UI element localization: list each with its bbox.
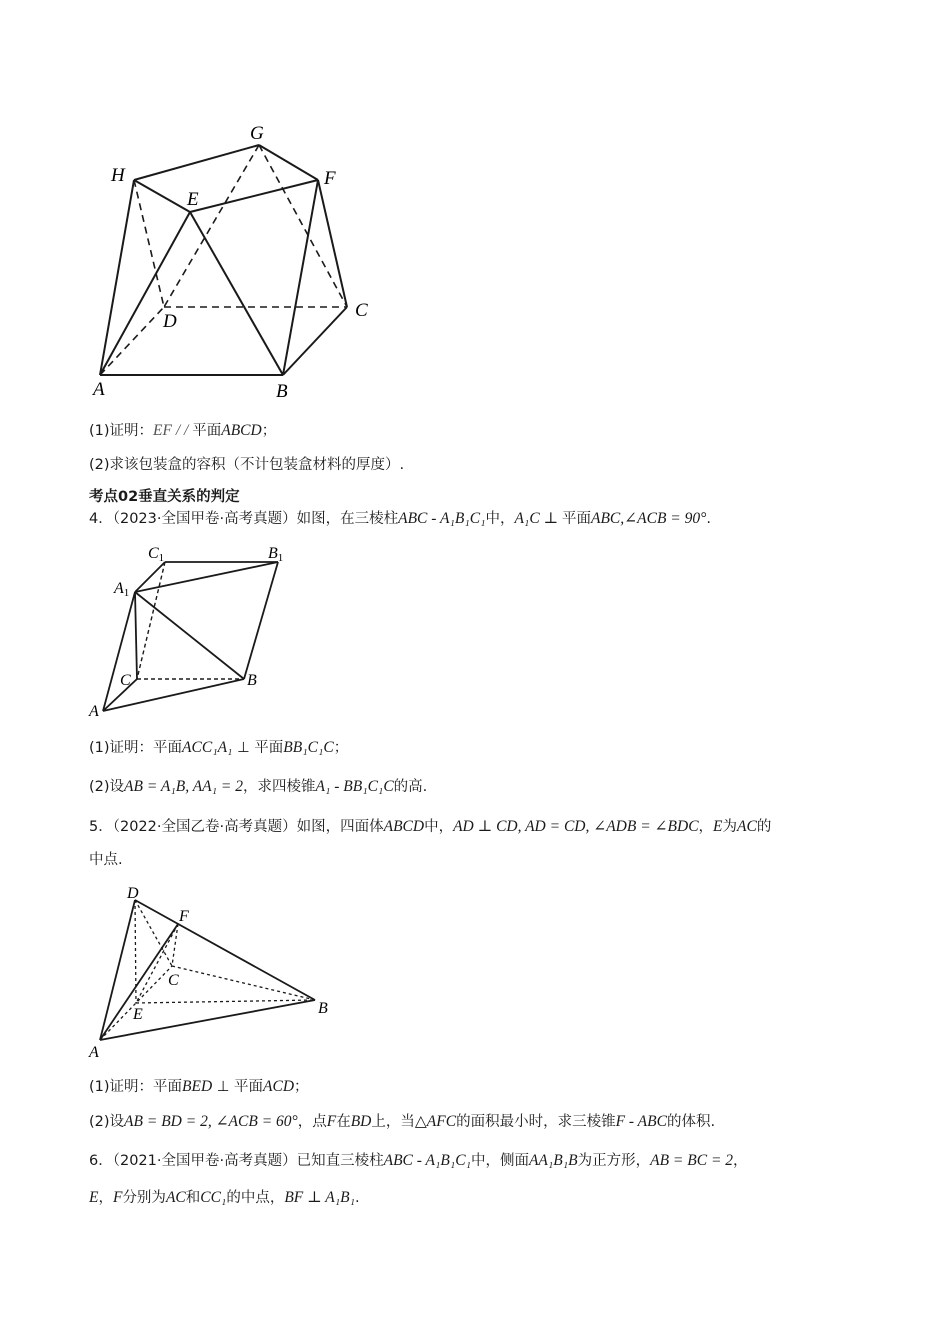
q6-line2-e: E [89,1189,99,1206]
label-A1: A1 [114,580,130,599]
q5-part1-math: BED [182,1078,213,1095]
q4-text-c: 平面 [562,511,591,527]
q5-math-cond: AD ⊥ CD, AD = CD, ∠ADB = ∠BDC [453,818,699,835]
q5-part1-mid: ⊥ 平面 [212,1079,264,1095]
q4-part1-math: ACC₁A₁ [182,739,233,756]
label-B: B [247,672,257,689]
q5-part2-e: 的面积最小时，求三棱锥 [456,1114,616,1130]
q6-number: 6． [89,1153,113,1169]
label-F: F [179,908,189,925]
q4-text-b: 中， [485,511,515,527]
label-A: A [89,1044,99,1061]
section-title: 考点02垂直关系的判定 [89,489,240,505]
q6-text-d: ， [733,1153,748,1169]
q5-part1 [89,1077,309,1097]
q6-stem-line2 [89,1188,360,1208]
q6-math-face: AA₁B₁B [528,1152,578,1169]
q5-math-e: E [713,818,723,835]
q4-text-end: . [706,511,711,527]
q4-part2-suffix: 的高. [393,779,428,795]
q6-line2-a: ， [98,1190,113,1206]
label-C1: C1 [148,545,165,564]
q3-part1-mid: 平面 [192,423,222,439]
q5-text-d: 为 [722,819,738,835]
q6-math-eq: AB = BC = 2 [650,1152,734,1169]
edge-EB [136,1000,315,1003]
q6-line2-cc: CC₁ [200,1189,227,1206]
label-A: A [93,379,105,400]
label-C: C [168,972,179,989]
q4-part1-mid: ⊥ 平面 [232,740,284,756]
q4-text-a: 如图，在三棱柱 [296,511,399,527]
q3-part2: (2)求该包装盒的容积（不计包装盒材料的厚度）. [89,457,405,473]
q5-part2-pyr: F - ABC [615,1113,667,1130]
q6-text-b: 中，侧面 [470,1153,529,1169]
q4-part2-math: AB = A₁B, AA₁ = 2 [124,778,243,795]
q6-line2-f: F [112,1189,123,1206]
q5-part2-f: F [326,1113,337,1130]
q6-line2-d: 的中点， [226,1190,285,1206]
q5-source: （2022·全国乙卷·高考真题） [112,819,297,835]
q6-text-c: 为正方形， [577,1153,651,1169]
q5-part2-bd: BD [350,1113,372,1130]
label-E: E [187,189,199,210]
label-C: C [120,672,131,689]
q5-part2-math: AB = BD = 2, ∠ACB = 60° [124,1113,298,1130]
label-G: G [250,123,264,144]
edge-FE [136,924,178,1003]
q6-line2-c: 和 [185,1190,201,1206]
label-D: D [163,311,177,332]
q5-part2-prefix: (2)设 [89,1114,125,1130]
q6-line2-b: 分别为 [122,1190,166,1206]
q6-stem [89,1151,748,1171]
q6-line2-cond: BF ⊥ A₁B₁ [284,1189,356,1206]
q5-stem-line2: 中点. [89,852,123,868]
q5-part2 [89,1112,715,1132]
q4-part1-prefix: (1)证明：平面 [89,740,183,756]
q5-number: 5． [89,819,113,835]
q5-part1-prefix: (1)证明：平面 [89,1079,183,1095]
q5-text-c: ， [698,819,714,835]
q3-part1-prefix: (1)证明： [89,423,154,439]
q5-part1-math2: ACD [263,1078,295,1095]
label-B: B [276,381,288,402]
label-E: E [133,1006,143,1023]
edge-DB [135,900,315,1000]
label-B1: B1 [268,545,284,564]
q4-part2-mid: ，求四棱锥 [243,779,316,795]
q4-math-cond: A₁C ⊥ [514,510,562,527]
q6-text-a: 已知直三棱柱 [296,1153,384,1169]
q5-part2-b: ，点 [297,1114,327,1130]
q6-line2-ac: AC [165,1189,186,1206]
q5-text-e: 的 [756,819,772,835]
q6-math-prism: ABC - A₁B₁C₁ [383,1152,471,1169]
q4-part2-math2: A₁ - BB₁C₁C [315,778,394,795]
q3-part1-math: EF / / [153,422,193,439]
label-A: A [89,703,99,720]
q4-part2-prefix: (2)设 [89,779,125,795]
q4-part1-suffix: ； [333,740,349,756]
q4-math-cond2: ABC,∠ACB = 90° [591,510,707,527]
q5-math-ac: AC [737,818,757,835]
q5-text-b: 中， [424,819,454,835]
q6-line2-end: . [355,1190,360,1206]
q5-part2-d: 上，当 [371,1114,415,1130]
q5-text-a: 如图，四面体 [296,819,384,835]
q5-part2-f2: 的体积. [666,1114,716,1130]
q5-part2-c: 在 [336,1114,351,1130]
label-B: B [318,1000,328,1017]
q4-source: （2023·全国甲卷·高考真题） [112,511,297,527]
q5-part1-suffix: ； [294,1079,309,1095]
label-D: D [127,885,139,902]
edge-CB [172,966,315,1000]
q5-math-a: ABCD [383,818,425,835]
label-C: C [355,300,368,321]
q5-part2-tri: △AFC [414,1113,457,1130]
q4-number: 4． [89,511,113,527]
edge-DA [100,900,135,1040]
q3-part1-suffix: ； [261,423,277,439]
label-H: H [111,165,125,186]
q3-part1-math2: ABCD [221,422,262,439]
q4-part1-math2: BB₁C₁C [283,739,334,756]
q6-source: （2021·全国甲卷·高考真题） [112,1153,297,1169]
label-F: F [324,168,336,189]
q4-math-prism: ABC - A₁B₁C₁ [398,510,486,527]
